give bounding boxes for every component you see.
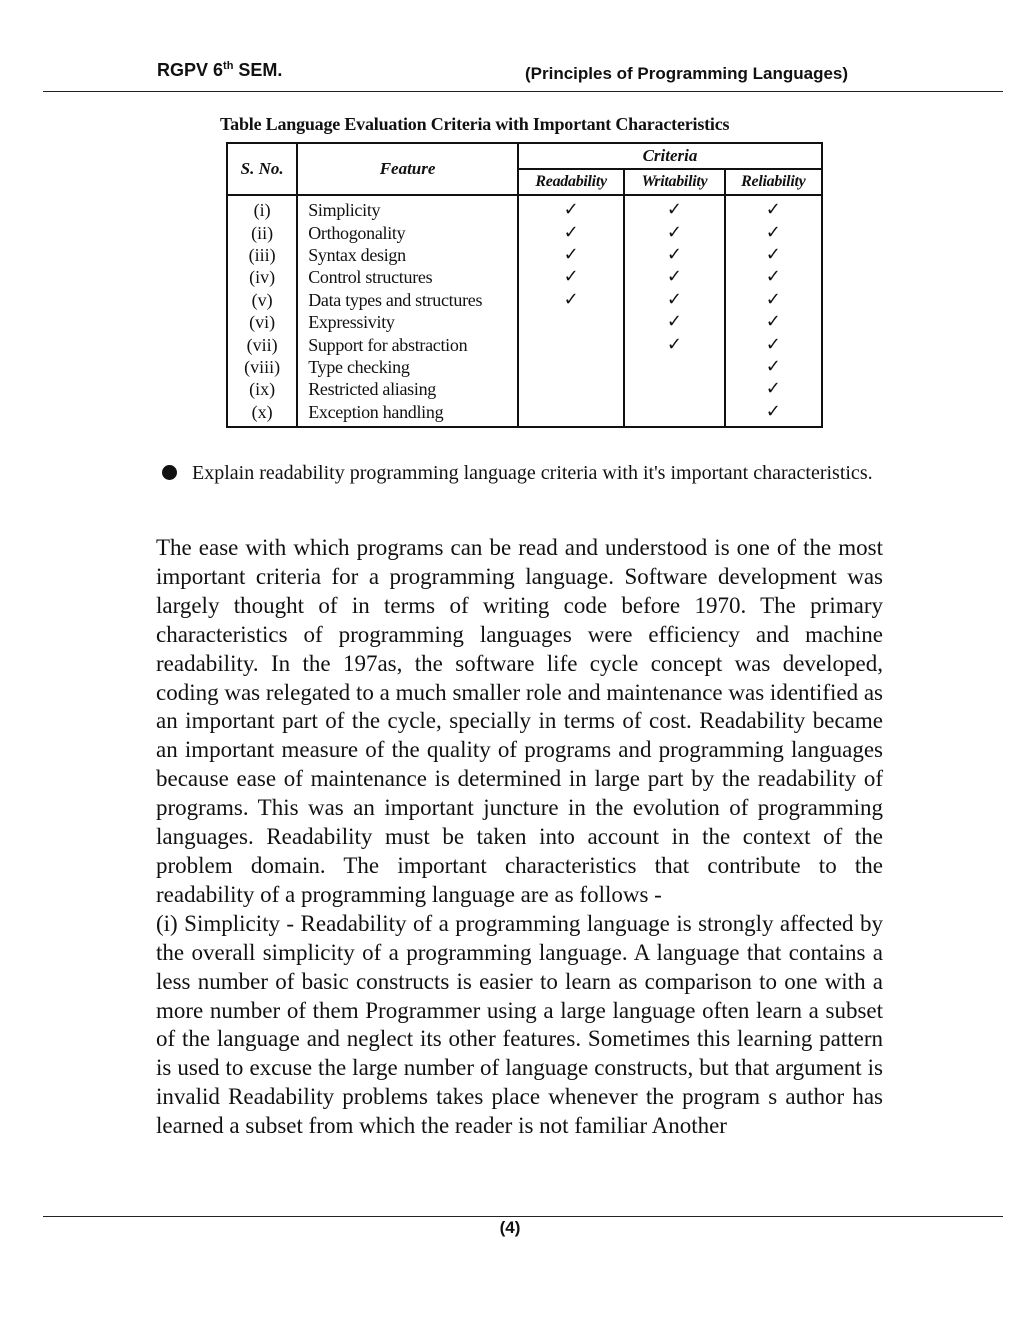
table-row	[227, 221, 822, 243]
header-course-sup: th	[223, 60, 234, 72]
row-sno: (vii)	[227, 333, 297, 355]
check-icon: ✓	[624, 244, 724, 266]
row-sno: (ix)	[227, 378, 297, 400]
bullet-icon	[162, 465, 177, 480]
row-sno: (iii)	[227, 244, 297, 266]
check-icon: ✓	[624, 289, 724, 311]
question-text: Explain readability programming language criteria with it's important characteristics.	[192, 462, 873, 484]
row-feature: Restricted aliasing	[297, 378, 518, 400]
check-icon: ✓	[518, 244, 624, 266]
check-icon: ✓	[725, 311, 822, 333]
table-row	[227, 244, 822, 266]
table-row	[227, 356, 822, 378]
row-feature: Exception handling	[297, 401, 518, 427]
check-icon: ✓	[725, 266, 822, 288]
header-course	[157, 60, 282, 81]
col-header-readability: Readability	[518, 169, 624, 195]
check-icon: ✓	[518, 195, 624, 221]
check-icon: ✓	[725, 378, 822, 400]
row-feature: Simplicity	[297, 195, 518, 221]
check-icon: ✓	[518, 289, 624, 311]
header-rule	[43, 91, 1003, 92]
check-icon	[518, 356, 624, 378]
row-sno: (vi)	[227, 311, 297, 333]
header-course-suffix: SEM.	[233, 60, 283, 80]
check-icon	[518, 333, 624, 355]
row-feature: Control structures	[297, 266, 518, 288]
check-icon: ✓	[725, 221, 822, 243]
table-row	[227, 289, 822, 311]
check-icon	[518, 311, 624, 333]
row-sno: (v)	[227, 289, 297, 311]
check-icon: ✓	[624, 266, 724, 288]
check-icon: ✓	[624, 311, 724, 333]
footer-rule	[43, 1216, 1003, 1217]
table-row	[227, 401, 822, 427]
check-icon	[518, 401, 624, 427]
paragraph-simplicity: (i) Simplicity - Readability of a programming language is strongly affected by the overall simplicity of a programming language. A language that contains a less number of basic constructs is easier to learn as comparison to one with a more number of them Programmer using a large language often learn a subset of the language and neglect its other features. Sometimes this learning pattern is used to excuse the large number of language constructs, but that argument is invalid Readability problems takes place whenever the program s author has learned a subset from which the reader is not familiar Another	[156, 910, 883, 1139]
row-sno: (x)	[227, 401, 297, 427]
col-header-sno: S. No.	[227, 143, 297, 195]
col-header-criteria: Criteria	[518, 143, 822, 169]
row-sno: (i)	[227, 195, 297, 221]
check-icon	[624, 356, 724, 378]
check-icon	[518, 378, 624, 400]
question	[162, 460, 882, 486]
check-icon: ✓	[725, 401, 822, 427]
header-subject: (Principles of Programming Languages)	[525, 64, 849, 83]
body-text	[156, 534, 883, 1141]
page-number: (4)	[499, 1218, 521, 1237]
table-caption: Table Language Evaluation Criteria with Important Characteristics	[220, 114, 730, 134]
row-feature: Type checking	[297, 356, 518, 378]
row-feature: Support for abstraction	[297, 333, 518, 355]
check-icon: ✓	[725, 244, 822, 266]
row-sno: (iv)	[227, 266, 297, 288]
check-icon: ✓	[725, 195, 822, 221]
row-feature: Expressivity	[297, 311, 518, 333]
row-feature: Orthogonality	[297, 221, 518, 243]
table-row	[227, 378, 822, 400]
paragraph-intro: The ease with which programs can be read and understood is one of the most important criteria for a programming language. Software development was largely thought of in terms of writing code before 1970. The primary characteristics of programming languages were efficiency and machine readability. In the 197as, the software life cycle concept was developed, coding was relegated to a much smaller role and maintenance was identified as an important part of the cycle, specially in terms of cost. Readability became an important measure of the quality of programs and programming languages because ease of maintenance is determined in large part by the readability of programs. This was an important juncture in the evolution of programming languages. Readability must be taken into account in the context of the problem domain. The important characteristics that contribute to the readability of a programming language are as follows -	[156, 535, 883, 907]
table-row	[227, 195, 822, 221]
check-icon: ✓	[725, 289, 822, 311]
check-icon: ✓	[624, 221, 724, 243]
col-header-feature: Feature	[297, 143, 518, 195]
col-header-writability: Writability	[624, 169, 724, 195]
criteria-table-body	[227, 195, 822, 427]
check-icon: ✓	[518, 221, 624, 243]
check-icon: ✓	[518, 266, 624, 288]
check-icon: ✓	[624, 333, 724, 355]
table-row	[227, 311, 822, 333]
check-icon: ✓	[624, 195, 724, 221]
row-feature: Syntax design	[297, 244, 518, 266]
col-header-reliability: Reliability	[725, 169, 822, 195]
check-icon: ✓	[725, 356, 822, 378]
table-row	[227, 333, 822, 355]
row-sno: (ii)	[227, 221, 297, 243]
check-icon	[624, 401, 724, 427]
row-sno: (viii)	[227, 356, 297, 378]
header-course-prefix: RGPV 6	[157, 60, 224, 80]
criteria-table	[226, 142, 823, 428]
check-icon	[624, 378, 724, 400]
check-icon: ✓	[725, 333, 822, 355]
table-row	[227, 266, 822, 288]
row-feature: Data types and structures	[297, 289, 518, 311]
